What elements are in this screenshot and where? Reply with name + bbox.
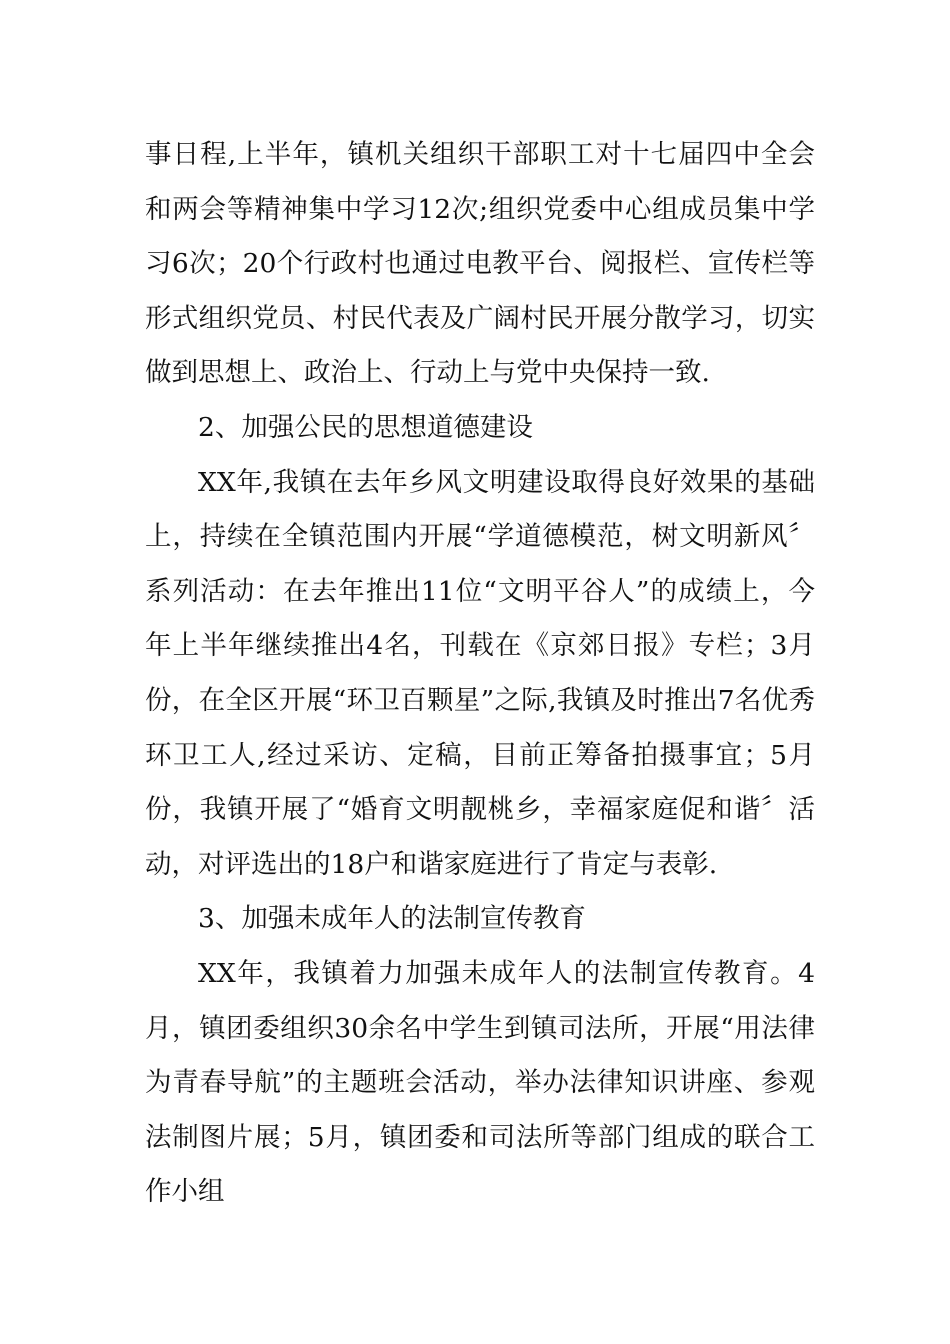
section-heading-moral-construction: 2、加强公民的思想道德建设 <box>198 411 533 443</box>
paragraph-legal-education: XX年，我镇着力加强未成年人的法制宣传教育。4月，镇团委组织30余名中学生到镇司法所，开展“用法律为青春导航”的主题班会活动，举办法律知识讲座、参观法制图片展；5月，镇团委和司法所等部门组成的联合工作小组 <box>145 957 815 1208</box>
paragraph-moral-construction: XX年,我镇在去年乡风文明建设取得良好效果的基础上，持续在全镇范围内开展“学道德模范，树文明新风〞系列活动：在去年推出11位“文明平谷人”的成绩上，今年上半年继续推出4名，刊载在《京郊日报》专栏；3月份，在全区开展“环卫百颗星”之际,我镇及时推出7名优秀环卫工人,经过采访、定稿，目前正筹备拍摄事宜；5月份，我镇开展了“婚育文明靓桃乡，幸福家庭促和谐〞活动，对评选出的18户和谐家庭进行了肯定与表彰. <box>145 466 815 880</box>
document-body <box>145 128 815 1220</box>
section-heading-legal-education: 3、加强未成年人的法制宣传教育 <box>198 903 586 935</box>
paragraph-study-activities: 事日程,上半年，镇机关组织干部职工对十七届四中全会和两会等精神集中学习12次;组织党委中心组成员集中学习6次；20个行政村也通过电教平台、阅报栏、宣传栏等形式组织党员、村民代表及广阔村民开展分散学习，切实做到思想上、政治上、行动上与党中央保持一致. <box>145 139 815 389</box>
